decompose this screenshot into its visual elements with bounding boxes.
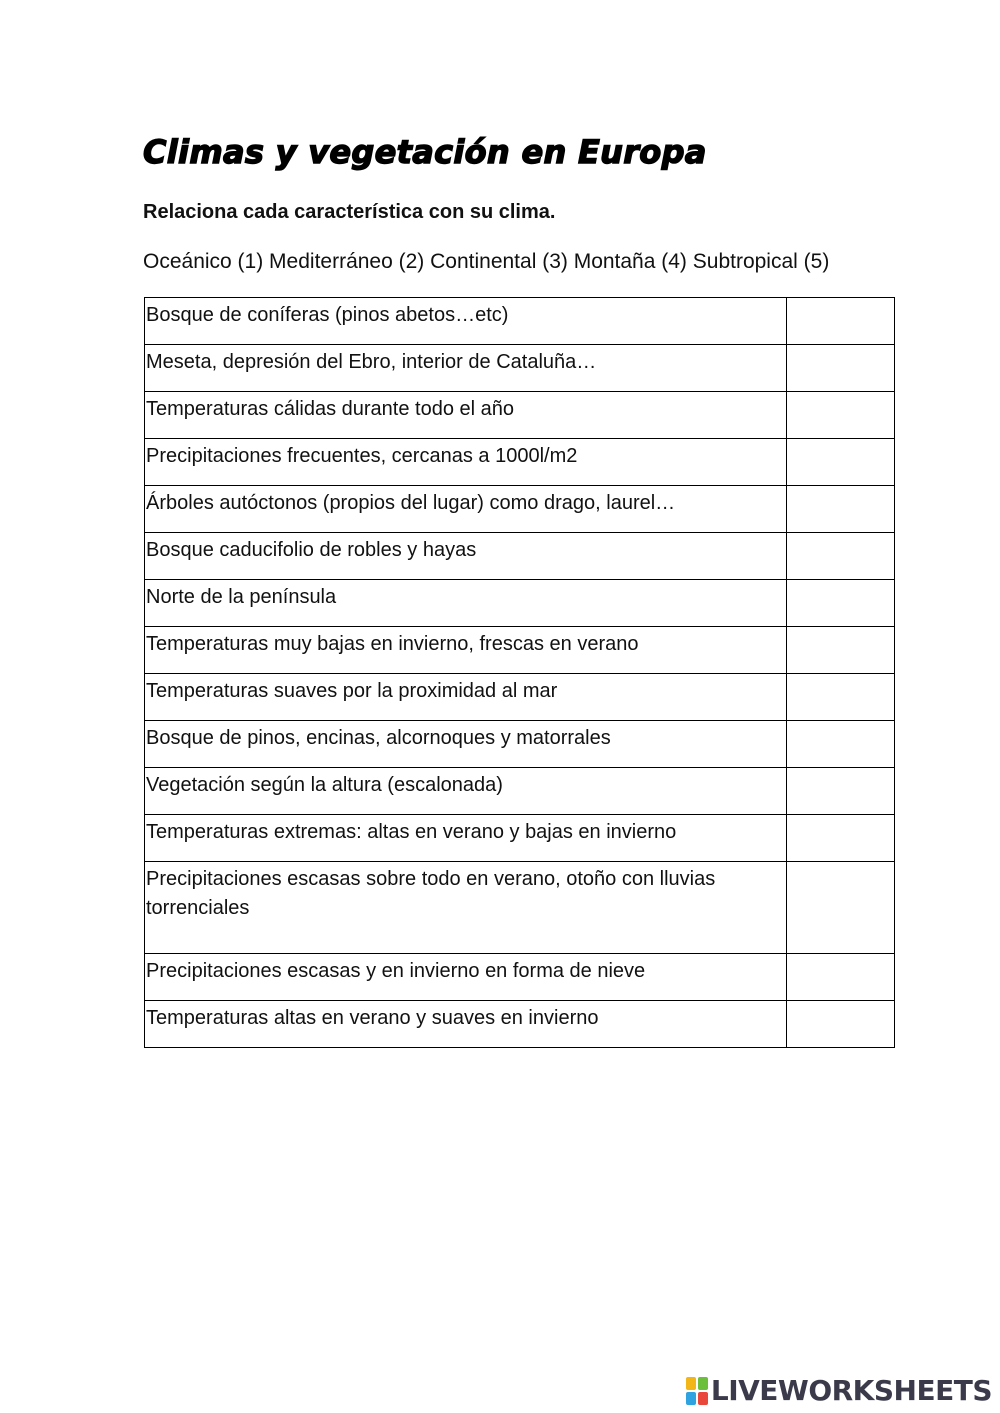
- table-row: [145, 486, 895, 533]
- answer-cell[interactable]: [787, 674, 895, 721]
- table-row: [145, 954, 895, 1001]
- answer-cell[interactable]: [787, 627, 895, 674]
- characteristic-cell: Temperaturas suaves por la proximidad al mar: [145, 674, 787, 721]
- answer-cell[interactable]: [787, 392, 895, 439]
- characteristic-cell: Temperaturas extremas: altas en verano y bajas en invierno: [145, 815, 787, 862]
- answer-cell[interactable]: [787, 345, 895, 392]
- answer-cell[interactable]: [787, 439, 895, 486]
- characteristic-cell: Precipitaciones escasas sobre todo en verano, otoño con lluvias torrenciales: [145, 862, 787, 954]
- table-row: [145, 674, 895, 721]
- answer-cell[interactable]: [787, 580, 895, 627]
- page-title: Climas y vegetación en Europa: [143, 133, 707, 171]
- climate-options: Oceánico (1) Mediterráneo (2) Continental (3) Montaña (4) Subtropical (5): [143, 250, 830, 273]
- liveworksheets-logo-icon: [686, 1377, 708, 1405]
- answer-cell[interactable]: [787, 862, 895, 954]
- logo-text: LIVEWORKSHEETS: [710, 1374, 992, 1407]
- table-row: [145, 627, 895, 674]
- table-row: [145, 439, 895, 486]
- characteristic-cell: Vegetación según la altura (escalonada): [145, 768, 787, 815]
- logo-square: [686, 1377, 696, 1390]
- instruction-text: Relaciona cada característica con su clima.: [143, 201, 556, 223]
- answer-cell[interactable]: [787, 721, 895, 768]
- logo-square: [698, 1392, 708, 1405]
- characteristic-cell: Temperaturas muy bajas en invierno, frescas en verano: [145, 627, 787, 674]
- characteristic-cell: Temperaturas cálidas durante todo el año: [145, 392, 787, 439]
- characteristic-cell: Temperaturas altas en verano y suaves en invierno: [145, 1001, 787, 1048]
- table-row: [145, 345, 895, 392]
- answer-cell[interactable]: [787, 815, 895, 862]
- table-row: [145, 580, 895, 627]
- answer-cell[interactable]: [787, 1001, 895, 1048]
- characteristic-cell: Precipitaciones frecuentes, cercanas a 1000l/m2: [145, 439, 787, 486]
- table-row: [145, 392, 895, 439]
- answer-cell[interactable]: [787, 298, 895, 345]
- matching-table: [144, 297, 895, 1048]
- table-row: [145, 298, 895, 345]
- characteristic-cell: Bosque de coníferas (pinos abetos…etc): [145, 298, 787, 345]
- characteristic-cell: Árboles autóctonos (propios del lugar) como drago, laurel…: [145, 486, 787, 533]
- characteristic-cell: Norte de la península: [145, 580, 787, 627]
- table-row: [145, 721, 895, 768]
- table-row: [145, 533, 895, 580]
- logo-square: [686, 1392, 696, 1405]
- characteristic-cell: Bosque de pinos, encinas, alcornoques y matorrales: [145, 721, 787, 768]
- table-row: [145, 862, 895, 954]
- answer-cell[interactable]: [787, 533, 895, 580]
- liveworksheets-logo: [686, 1374, 992, 1407]
- answer-cell[interactable]: [787, 768, 895, 815]
- characteristic-cell: Meseta, depresión del Ebro, interior de Cataluña…: [145, 345, 787, 392]
- logo-square: [698, 1377, 708, 1390]
- table-row: [145, 815, 895, 862]
- characteristic-cell: Bosque caducifolio de robles y hayas: [145, 533, 787, 580]
- characteristic-cell: Precipitaciones escasas y en invierno en forma de nieve: [145, 954, 787, 1001]
- answer-cell[interactable]: [787, 954, 895, 1001]
- table-row: [145, 1001, 895, 1048]
- table-row: [145, 768, 895, 815]
- answer-cell[interactable]: [787, 486, 895, 533]
